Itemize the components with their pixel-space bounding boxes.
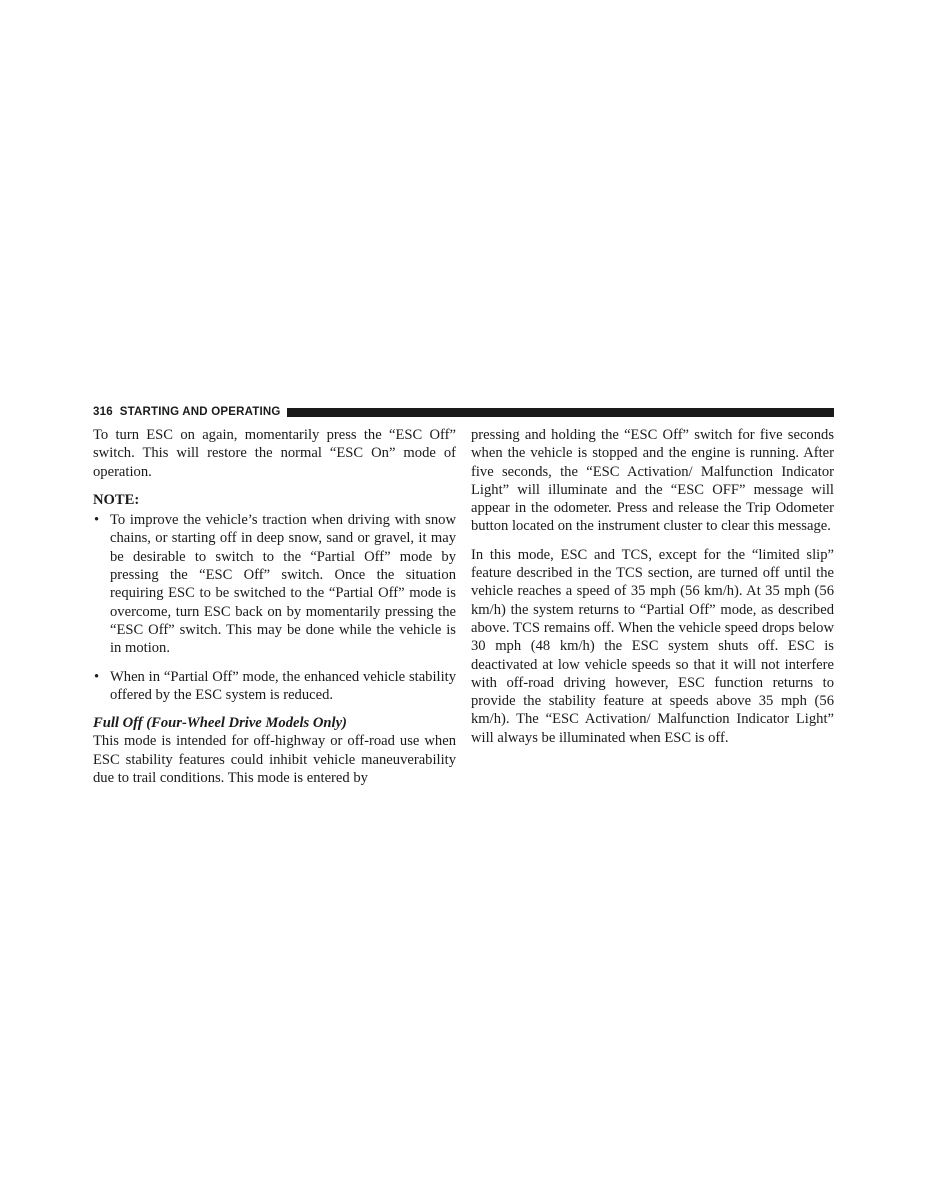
continuation-paragraph: pressing and holding the “ESC Off” switch for five seconds when the vehicle is stopped and the engine is running. After five seconds, the “ESC Activation/ Malfunction Indicator Light” will illuminate and the “ESC OFF” message will appear in the odometer. Press and release the Trip Odometer button located on the instrument cluster to clear this message.: [471, 427, 834, 535]
section-title: STARTING AND OPERATING: [119, 406, 281, 418]
note-bullet-list: [93, 511, 456, 704]
intro-paragraph: To turn ESC on again, momentarily press the “ESC Off” switch. This will restore the normal “ESC On” mode of operation.: [93, 427, 456, 480]
note-bullet-item: [93, 511, 456, 657]
note-bullet-item: [93, 668, 456, 705]
mode-paragraph: In this mode, ESC and TCS, except for the “limited slip” feature described in the TCS section, are turned off until the vehicle reaches a speed of 35 mph (56 km/h). At 35 mph (56 km/h) the system returns to “Partial Off” mode, as described above. TCS remains off. When the vehicle speed drops below 30 mph (48 km/h) the ESC system shuts off. ESC is deactivated at low vehicle speeds so that it will not interfere with off-road driving however, ESC function returns to provide the stability feature at speeds above 35 mph (56 km/h). The “ESC Activation/ Malfunction Indicator Light” will always be illuminated when ESC is off.: [471, 546, 834, 746]
full-off-paragraph: This mode is intended for off-highway or off-road use when ESC stability features could inhibit vehicle maneuverability due to trail conditions. This mode is entered by: [93, 733, 456, 787]
bullet-text: To improve the vehicle’s traction when driving with snow chains, or starting off in deep snow, sand or gravel, it may be desirable to switch to the “Partial Off” mode by pressing the “ESC Off” switch. Once the situation requiring ESC to be switched to the “Partial Off” mode is overcome, turn ESC back on by momentarily pressing the “ESC Off” switch. This may be done while the vehicle is in motion.: [110, 512, 456, 657]
bullet-icon: •: [94, 668, 100, 685]
full-off-subheading: Full Off (Four-Wheel Drive Models Only): [93, 715, 347, 732]
page-number: 316: [93, 406, 113, 418]
right-column: [471, 426, 834, 747]
bullet-text: When in “Partial Off” mode, the enhanced vehicle stability offered by the ESC system is reduced.: [110, 668, 456, 703]
bullet-icon: •: [94, 512, 100, 529]
note-heading: NOTE:: [93, 491, 140, 508]
left-column: [93, 426, 456, 787]
page-header: [93, 404, 834, 420]
header-rule: [287, 408, 834, 417]
